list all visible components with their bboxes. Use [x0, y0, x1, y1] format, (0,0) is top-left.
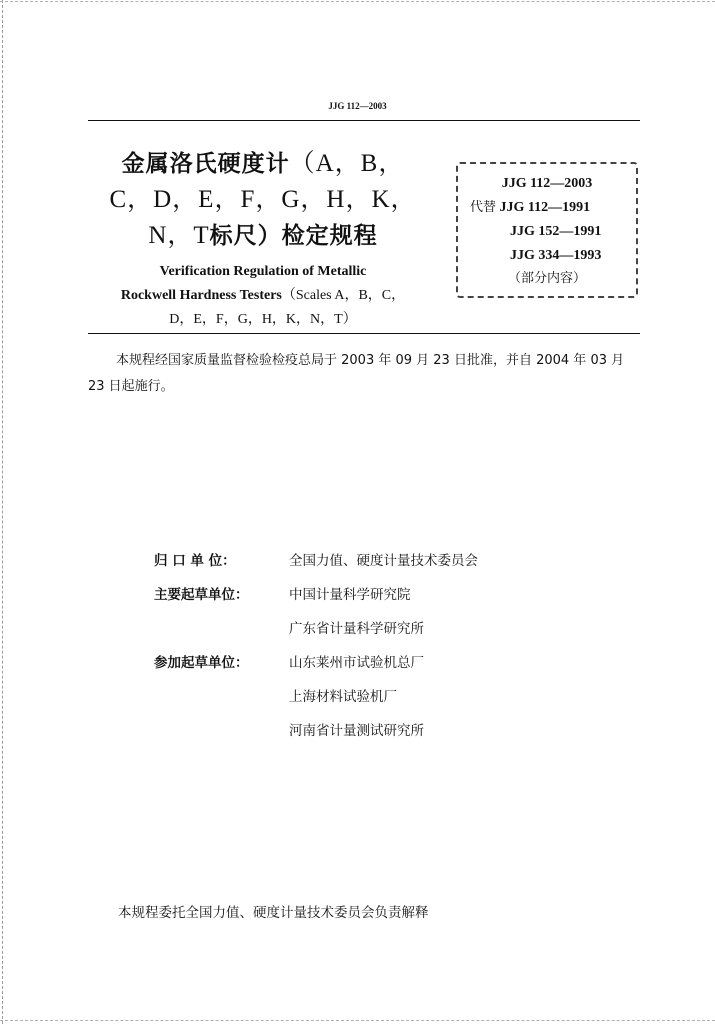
- unit-row: [154, 684, 614, 718]
- replaced-code-3: JJG 334—1993: [510, 248, 602, 263]
- unit-row: [154, 616, 614, 650]
- replaced-code-2: JJG 152—1991: [510, 224, 602, 239]
- header-code: JJG 112—2003: [328, 101, 387, 111]
- en-title-line2-light: （Scales A，B，C，: [281, 288, 406, 303]
- page-edge-top: [0, 1, 715, 3]
- unit-value: 中国计量科学研究院: [289, 587, 411, 603]
- unit-value: 全国力值、硬度计量技术委员会: [289, 553, 478, 569]
- unit-value: 上海材料试验机厂: [289, 689, 397, 705]
- approval-statement: 本规程经国家质量监督检验检疫总局于 2003 年 09 月 23 日批准，并自 2004 年 03 月 23 日起施行。: [88, 353, 625, 394]
- interpretation-note: 本规程委托全国力值、硬度计量技术委员会负责解释: [118, 905, 429, 921]
- cn-title-line3: 标尺）检定规程: [209, 223, 378, 249]
- unit-label: 参加起草单位：: [154, 655, 249, 671]
- cn-title: [88, 146, 438, 254]
- unit-value: 广东省计量科学研究所: [289, 621, 424, 637]
- unit-value: 山东莱州市试验机总厂: [289, 655, 424, 671]
- unit-value: 河南省计量测试研究所: [289, 723, 424, 739]
- unit-label: 主要起草单位：: [154, 587, 249, 603]
- unit-row: [154, 718, 614, 752]
- title-rule: [88, 333, 640, 334]
- replace-label: 代替: [470, 200, 497, 215]
- en-title: [88, 260, 438, 332]
- unit-label: 归 口 单 位：: [154, 553, 236, 569]
- page-edge-bottom: [0, 1020, 715, 1022]
- cn-title-line1: 金属洛氏硬度计: [121, 151, 290, 177]
- title-block: [88, 146, 438, 332]
- unit-row: [154, 582, 614, 616]
- cn-title-line3-latin: N，T: [148, 222, 210, 249]
- header-rule: [88, 120, 640, 121]
- units-list: [154, 548, 614, 752]
- en-title-line1: Verification Regulation of Metallic: [159, 264, 367, 279]
- replaces-line-1: [458, 196, 648, 220]
- cn-title-line2: C，D，E，F，G，H，K，: [109, 186, 417, 213]
- replaced-code-1: JJG 112—1991: [499, 200, 591, 215]
- en-title-line3: D，E，F，G，H，K，N，T）: [169, 312, 357, 327]
- unit-row: [154, 548, 614, 582]
- code-box: [456, 162, 638, 298]
- partial-content-note: （部分内容）: [507, 271, 586, 286]
- en-title-line2-bold: Rockwell Hardness Testers: [120, 288, 282, 303]
- standard-code: JJG 112—2003: [501, 176, 593, 191]
- page-edge-left: [2, 0, 4, 1024]
- unit-row: [154, 650, 614, 684]
- cn-title-line1-latin: （A，B，: [289, 150, 405, 177]
